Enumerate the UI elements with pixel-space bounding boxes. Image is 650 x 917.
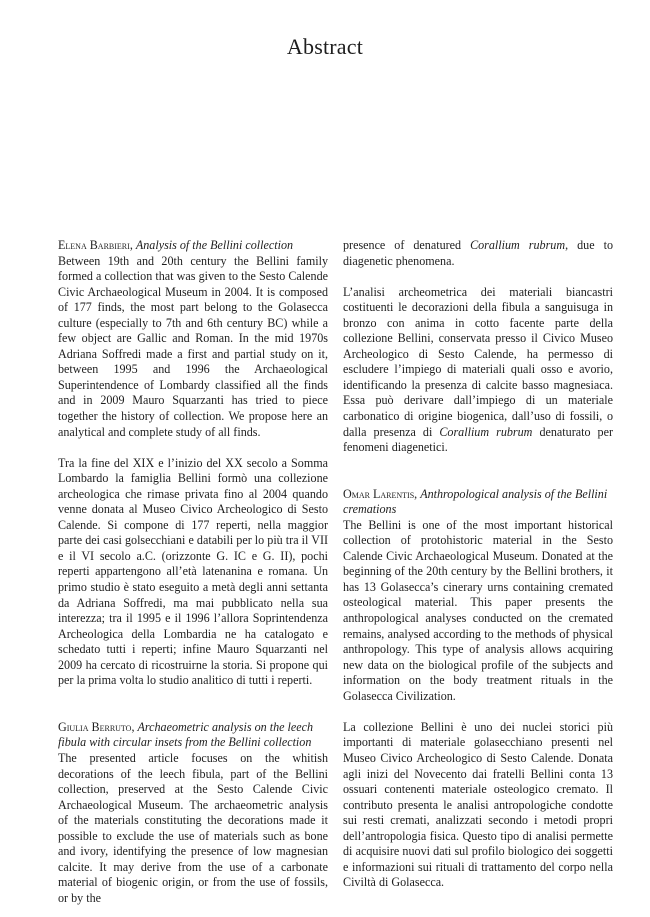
- right-column: [343, 238, 613, 891]
- article-title: Analysis of the Bellini collection: [135, 238, 294, 252]
- abstract-italian-larentis: La collezione Bellini è uno dei nuclei storici più importanti di materiale golasecchiano presenti nel Museo Civico Archeologico di Sesto Calende. Donata agli inizi del Novecento dai fratelli Bellini conta 13 ossuari contenenti materiale osteologico cremato. Il contributo presenta le analisi antropologiche condotte sui resti cremati, analizzati secondo i metodi propri dell’antropologia fisica. Questo tipo di analisi permette di acquisire nuovi dati sul profilo biologico dei soggetti e informazioni sui rituali di trattamento del corpo nella Civiltà di Golasecca.: [343, 719, 613, 890]
- abstract-heading-barbieri: Elena Barbieri, Analysis of the Bellini collection: [58, 238, 294, 252]
- page-title: Abstract: [286, 34, 364, 59]
- abstract-english-berruto: The presented article focuses on the whitish decorations of the leech fibula, part of the Bellini collection, preserved at the Sesto Calende Civic Archaeological Museum. The archaeometric analysis of the materials constituting the decorations made it possible to exclude the use of materials such as bone and ivory, identifying the presence of low magnesian calcite. It may derive from the use of a carbonate material of biogenic origin, or from the use of fossils, or by the: [58, 750, 328, 905]
- text-run: , due to diagenetic phenomena.: [343, 238, 613, 268]
- author-name: Giulia Berruto: [58, 719, 132, 734]
- article-title: Archaeometric analysis on the leech fibula with circular insets from the Bellini collection: [58, 719, 314, 750]
- text-run: L’analisi archeometrica dei materiali biancastri costituenti le decorazioni della fibula a sanguisuga in bronzo con anima in cotto facente parte della collezione Bellini, conservata presso il Civico Museo Archeologico di Sesto Calende, ha permesso di escludere l’impiego di materiali quali osso e avorio, identificando la presenza di calcite basso magnesiaca. Essa può derivare dall’impiego di un materiale carbonatico di origine biogenica, dall’uso di fossili, o dalla presenza di: [343, 284, 613, 439]
- abstract-italian-berruto: [343, 285, 613, 456]
- left-column: [58, 238, 328, 906]
- abstract-english-berruto-continued: [343, 238, 613, 269]
- abstract-heading-larentis: Omar Larentis, Anthropological analysis of the Bellini cremations: [343, 486, 608, 517]
- text-run: presence of denatured: [343, 238, 471, 252]
- species-name: Corallium rubrum: [470, 238, 566, 252]
- species-name: Corallium rubrum: [439, 424, 533, 439]
- text-run: denaturato per fenomeni diagenetici.: [343, 424, 613, 455]
- abstract-english-barbieri: Between 19th and 20th century the Bellini family formed a collection that was given to the Sesto Calende Civic Archaeological Museum in 2004. It is composed of 177 finds, the most part belong to the Golasecca culture (especially to 7th and 6th century BC) while a few object are Gallic and Roman. In the mid 1970s Adriana Soffredi made a first and partial study on it, between 1995 and 1996 the Archaeological Superintendence of Lombardy classified all the finds and in 2009 Mauro Squarzanti has tried to piece together the history of collection. We propose here an analytical and complete study of all finds.: [58, 253, 328, 439]
- article-title: Anthropological analysis of the Bellini cremations: [343, 486, 608, 517]
- abstract-italian-barbieri: Tra la fine del XIX e l’inizio del XX secolo a Somma Lombardo la famiglia Bellini formò una collezione archeologica che rimase privata fino al 2004 quando venne donata al Museo Civico Archeologico di Sesto Calende. Si compone di 177 reperti, nella maggior parte dei casi golsecchiani e databili per lo più tra il VII e il VI secolo a.C. (orizzonte G. IC e G. II), pochi reperti appartengono all’età latenanina e romana. Un primo studio è stato eseguito a metà degli anni settanta da Adriana Soffredi, ma mai pubblicato nella sua interezza; tra il 1995 e il 1996 l’allora Soprintendenza Archeologica della Lombardia ne ha catalogato e schedato tutti i reperti; infine Mauro Squarzanti nel 2009 ha cercato di ricostruirne la storia. Si propone qui per la prima volta lo studio analitico di tutti i reperti.: [58, 455, 328, 688]
- author-name: Omar Larentis: [343, 486, 415, 501]
- abstract-english-larentis: The Bellini is one of the most important historical collection of protohistoric material in the Sesto Calende Civic Archaeological Museum. Donated at the beginning of the 20th century by the Bellini brothers, it has 13 Golasecca’s cinerary urns containing cremated osteological material. This paper presents the anthropological analyses conducted on the cremated remains, analysed according to the methods of physical anthropology. This type of analysis allows acquiring new data on the biological profile of the subjects and information on the body treatment rituals in the Golasecca Civilization.: [343, 517, 613, 703]
- author-name: Elena Barbieri: [58, 238, 130, 252]
- abstract-heading-berruto: Giulia Berruto, Archaeometric analysis on the leech fibula with circular insets from the Bellini collection: [58, 719, 314, 750]
